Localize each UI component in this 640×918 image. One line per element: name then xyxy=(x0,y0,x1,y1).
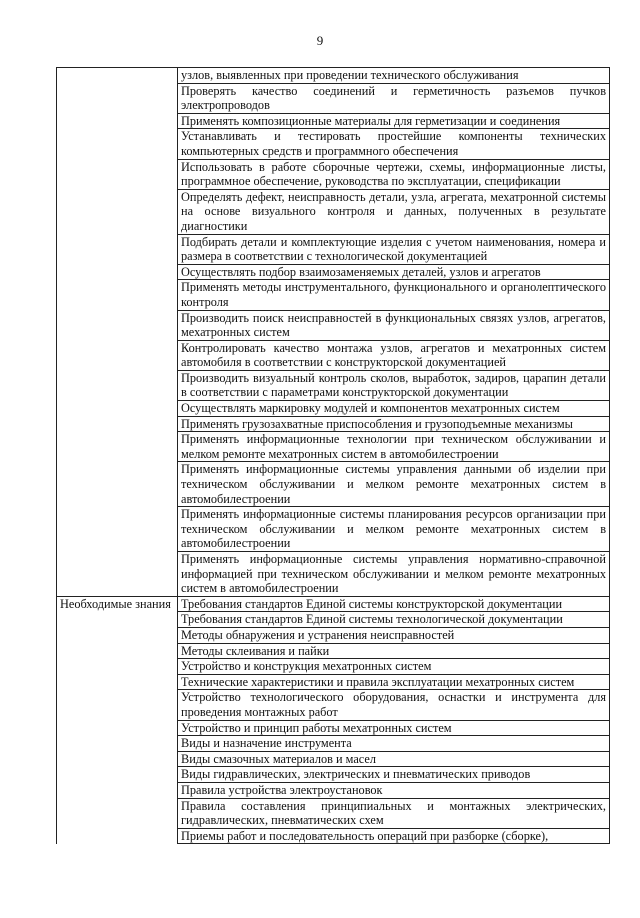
requirement-text: Определять дефект, неисправность детали, узла, агрегата, мехатронной системы на основе визуального контроля и данных, полученных в результате диагностики xyxy=(178,189,610,234)
requirement-text: Применять грузозахватные приспособления и грузоподъемные механизмы xyxy=(178,416,610,432)
requirement-text: Применять композиционные материалы для герметизации и соединения xyxy=(178,113,610,129)
requirement-text: Подбирать детали и комплектующие изделия с учетом наименования, номера и размера в соответствии с технологической документацией xyxy=(178,234,610,264)
requirement-text: Технические характеристики и правила эксплуатации мехатронных систем xyxy=(178,674,610,690)
requirement-text: Устройство и принцип работы мехатронных систем xyxy=(178,720,610,736)
requirement-text: Методы склеивания и пайки xyxy=(178,643,610,659)
section-label xyxy=(57,68,178,597)
requirement-text: Применять информационные системы управления нормативно-справочной информацией при техническом обслуживании и мелком ремонте мехатронных систем в автомобилестроении xyxy=(178,552,610,597)
requirement-text: Применять информационные системы планирования ресурсов организации при техническом обслуживании и мелком ремонте мехатронных систем в автомобилестроении xyxy=(178,507,610,552)
competency-table-body xyxy=(57,68,610,844)
requirement-text: Устройство технологического оборудования, оснастки и инструмента для проведения монтажных работ xyxy=(178,690,610,720)
requirement-text: Виды смазочных материалов и масел xyxy=(178,751,610,767)
requirement-text: Производить визуальный контроль сколов, выработок, задиров, царапин детали в соответствии с параметрами конструкторской документации xyxy=(178,370,610,400)
requirement-text: Правила устройства электроустановок xyxy=(178,782,610,798)
requirement-text: Устанавливать и тестировать простейшие компоненты технических компьютерных средств и программного обеспечения xyxy=(178,129,610,159)
section-label: Необходимые знания xyxy=(57,596,178,844)
requirement-text: Производить поиск неисправностей в функциональных связях узлов, агрегатов, мехатронных систем xyxy=(178,310,610,340)
requirement-text: Проверять качество соединений и герметичность разъемов пучков электропроводов xyxy=(178,83,610,113)
requirement-text: Устройство и конструкция мехатронных систем xyxy=(178,659,610,675)
requirement-text: Методы обнаружения и устранения неисправностей xyxy=(178,627,610,643)
requirement-text: Виды и назначение инструмента xyxy=(178,736,610,752)
competency-table xyxy=(56,67,610,844)
requirement-text: Осуществлять маркировку модулей и компонентов мехатронных систем xyxy=(178,401,610,417)
page-number: 9 xyxy=(316,33,324,48)
requirement-text: узлов, выявленных при проведении технического обслуживания xyxy=(178,68,610,84)
requirement-text: Требования стандартов Единой системы технологической документации xyxy=(178,612,610,628)
table-row xyxy=(57,596,610,612)
requirement-text: Применять информационные технологии при техническом обслуживании и мелком ремонте мехатронных систем в автомобилестроении xyxy=(178,432,610,462)
requirement-text: Применять информационные системы управления данными об изделии при техническом обслуживании и мелком ремонте мехатронных систем в автомобилестроении xyxy=(178,462,610,507)
requirement-text: Приемы работ и последовательность операций при разборке (сборке), xyxy=(178,828,610,844)
requirement-text: Применять методы инструментального, функционального и органолептического контроля xyxy=(178,280,610,310)
table-row xyxy=(57,68,610,84)
requirement-text: Использовать в работе сборочные чертежи, схемы, информационные листы, программное обеспечение, руководства по эксплуатации, спецификации xyxy=(178,159,610,189)
requirement-text: Требования стандартов Единой системы конструкторской документации xyxy=(178,596,610,612)
requirement-text: Правила составления принципиальных и монтажных электрических, гидравлических, пневматических схем xyxy=(178,798,610,828)
requirement-text: Контролировать качество монтажа узлов, агрегатов и мехатронных систем автомобиля в соответствии с конструкторской документацией xyxy=(178,340,610,370)
requirement-text: Виды гидравлических, электрических и пневматических приводов xyxy=(178,767,610,783)
requirement-text: Осуществлять подбор взаимозаменяемых деталей, узлов и агрегатов xyxy=(178,264,610,280)
